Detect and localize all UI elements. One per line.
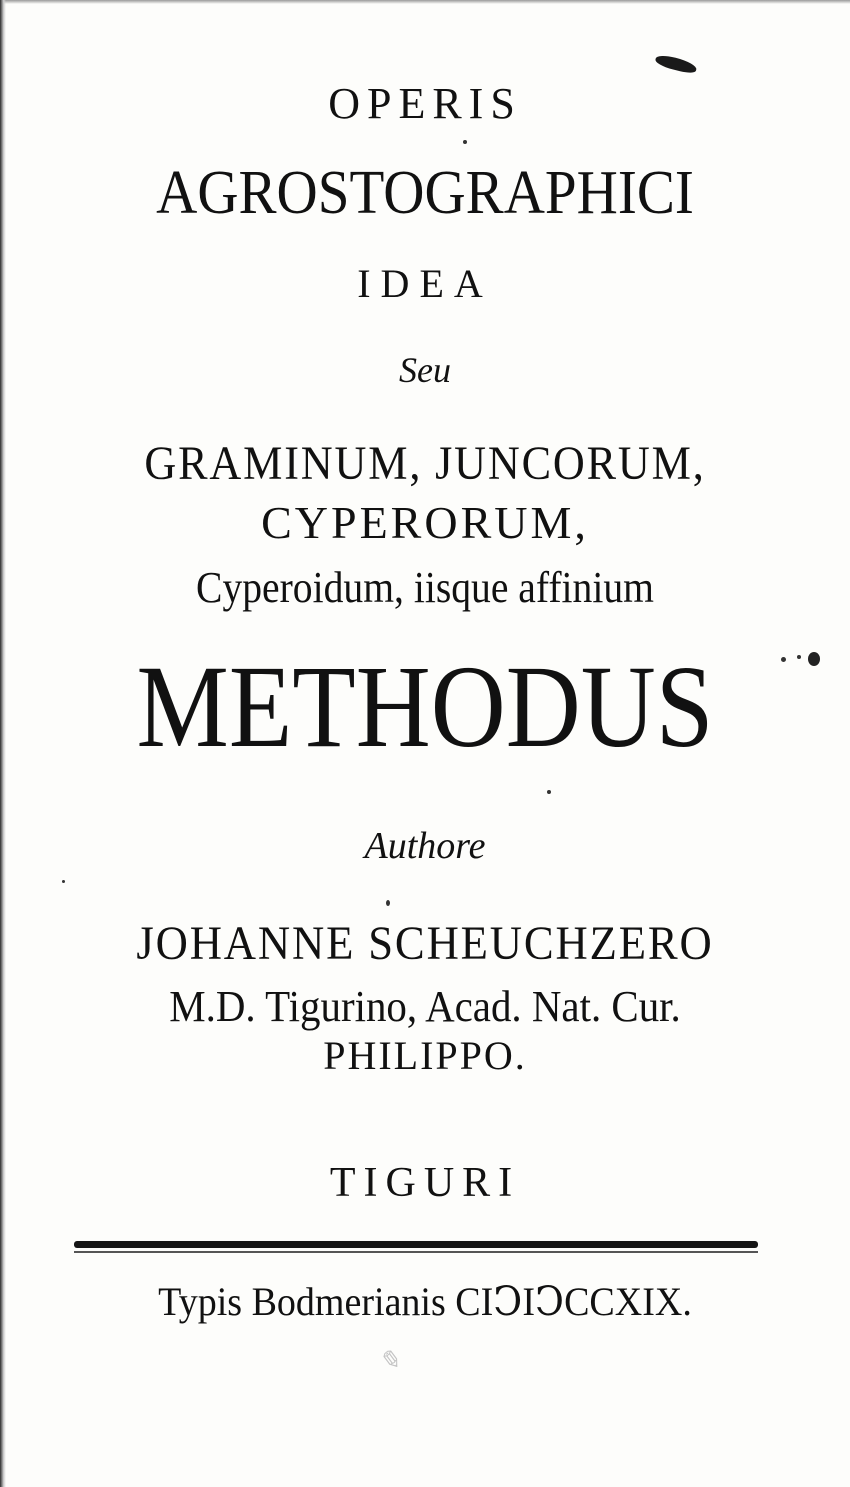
paper-speck xyxy=(463,140,467,144)
author-intro: Authore xyxy=(364,825,486,867)
page-left-edge xyxy=(0,0,6,1487)
divider-rule xyxy=(74,1241,758,1248)
author-name: JOHANNE SCHEUCHZERO xyxy=(136,917,714,970)
imprint-line: Typis Bodmerianis CIↃIↃCCXIX. xyxy=(158,1279,692,1324)
title-line-operis: OPERIS xyxy=(328,79,522,128)
ink-blot xyxy=(808,652,820,666)
title-line-seu: Seu xyxy=(399,350,451,390)
divider-rule-thin xyxy=(74,1251,758,1253)
place-of-publication: TIGURI xyxy=(329,1160,521,1206)
page-top-edge xyxy=(0,0,850,4)
title-line-cyperorum: CYPERORUM, xyxy=(261,497,589,548)
title-line-idea: IDEA xyxy=(357,261,493,306)
pencil-mark: ✎ xyxy=(378,1346,400,1375)
title-line-cyperoidum: Cyperoidum, iisque affinium xyxy=(196,563,654,612)
paper-speck xyxy=(62,880,65,883)
author-cognomen: PHILIPPO. xyxy=(323,1033,527,1078)
title-line-methodus: METHODUS xyxy=(136,641,714,772)
paper-speck xyxy=(547,790,551,794)
author-credentials: M.D. Tigurino, Acad. Nat. Cur. xyxy=(169,982,681,1031)
ink-blot xyxy=(654,53,698,75)
title-line-agrostographici: AGROSTOGRAPHICI xyxy=(156,159,694,227)
title-line-graminum: GRAMINUM, JUNCORUM, xyxy=(144,437,706,490)
paper-speck xyxy=(386,900,390,906)
